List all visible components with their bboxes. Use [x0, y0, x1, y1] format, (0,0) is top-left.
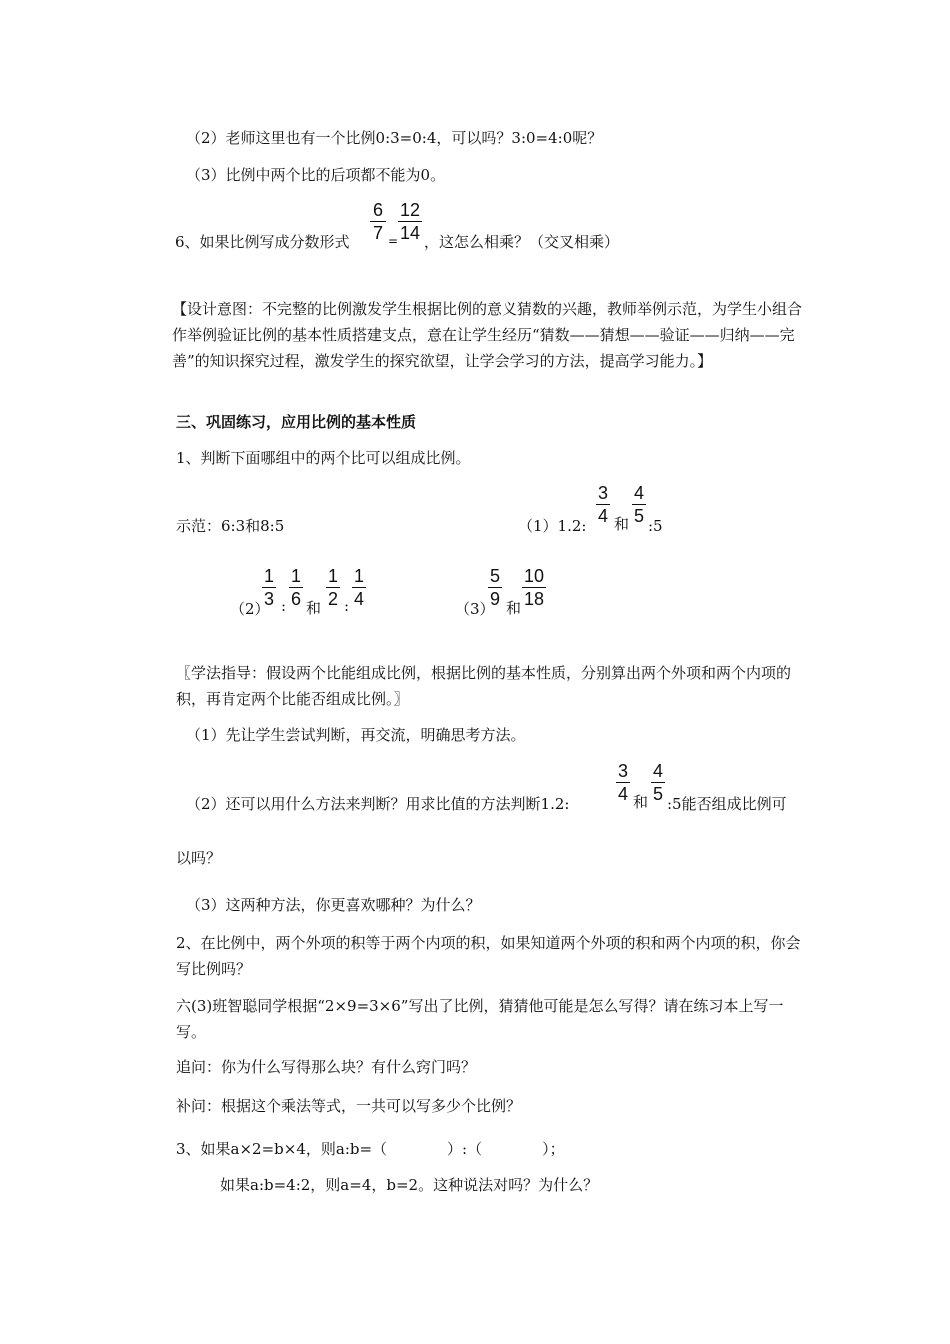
section-heading: 三、巩固练习，应用比例的基本性质 [176, 413, 417, 431]
method-guide: 〖学法指导：假设两个比能组成比例，根据比例的基本性质，分别算出两个外项和两个内项的积，再肯定两个比能否组成比例。〗 [176, 664, 792, 708]
colon: : [344, 597, 350, 615]
fraction-3-4: 3 4 [597, 483, 608, 526]
step-1: （1）先让学生尝试判断，再交流，明确思考方法。 [186, 726, 526, 744]
question-2-example: 六(3)班智聪同学根据“2×9=3×6”写出了比例，猜猜他可能是怎么写得？请在练习本上写一写。 [176, 997, 784, 1041]
step-2-tail: :5能否组成比例可 [667, 795, 787, 813]
and-word: 和 [614, 515, 630, 533]
step-2: （2）还可以用什么方法来判断？用求比值的方法判断1.2: [186, 795, 570, 813]
and-word: 和 [633, 793, 649, 811]
option-3-label: （3） [455, 600, 495, 618]
fraction-6-7: 6 7 [370, 200, 386, 243]
fraction-4-5: 4 5 [652, 761, 663, 804]
colon: : [281, 597, 287, 615]
question-3: 3、如果a×2=b×4，则a:b=（ ）:（ ）； [176, 1140, 565, 1158]
equals-sign: = [388, 234, 399, 248]
step-2-continued: 以吗？ [176, 849, 222, 867]
fraction-4-5: 4 5 [633, 483, 644, 526]
line-cross-multiply: ，这怎么相乘？（交叉相乘） [424, 233, 620, 251]
question-1: 1、判断下面哪组中的两个比可以组成比例。 [176, 449, 471, 467]
line-consequent-nonzero: （3）比例中两个比的后项都不能为0。 [186, 166, 446, 184]
design-intent-paragraph: 【设计意图：不完整的比例激发学生根据比例的意义猜数的兴趣，教师举例示范，为学生小组合作举例验证比例的基本性质搭建支点，意在让学生经历“猜数——猜想——验证——归纳——完善”的知识探究过程，激发学生的探究欲望，让学会学习的方法，提高学习能力。】 [172, 300, 803, 370]
step-3: （3）这两种方法，你更喜欢哪种？为什么？ [186, 896, 481, 914]
supplementary-question: 补问：根据这个乘法等式，一共可以写多少个比例？ [176, 1097, 522, 1115]
option-1-tail: :5 [648, 517, 663, 535]
demo-example: 示范：6:3和8:5 [176, 517, 285, 535]
fraction-1-3: 1 3 [263, 566, 274, 609]
option-2-label: （2） [230, 600, 270, 618]
and-word: 和 [506, 599, 522, 617]
line-fraction-form: 6、如果比例写成分数形式 [175, 233, 350, 251]
line-teacher-ratio: （2）老师这里也有一个比例0:3=0:4，可以吗？3:0=4:0呢？ [186, 129, 603, 147]
fraction-1-2: 1 2 [327, 566, 338, 609]
follow-up-question: 追问：你为什么写得那么块？有什么窍门吗？ [176, 1058, 477, 1076]
fraction-10-18: 10 18 [523, 566, 545, 609]
question-3-part-2: 如果a:b=4:2，则a=4，b=2。这种说法对吗？为什么？ [220, 1176, 599, 1194]
fraction-1-4: 1 4 [353, 566, 364, 609]
fraction-12-14: 12 14 [399, 200, 421, 243]
fraction-5-9: 5 9 [489, 566, 500, 609]
and-word: 和 [306, 599, 322, 617]
option-1-label: （1）1.2: [518, 517, 587, 535]
fraction-3-4: 3 4 [617, 761, 628, 804]
question-2: 2、在比例中，两个外项的积等于两个内项的积，如果知道两个外项的积和两个内项的积，你会写比例吗？ [176, 934, 801, 978]
fraction-1-6: 1 6 [290, 566, 301, 609]
